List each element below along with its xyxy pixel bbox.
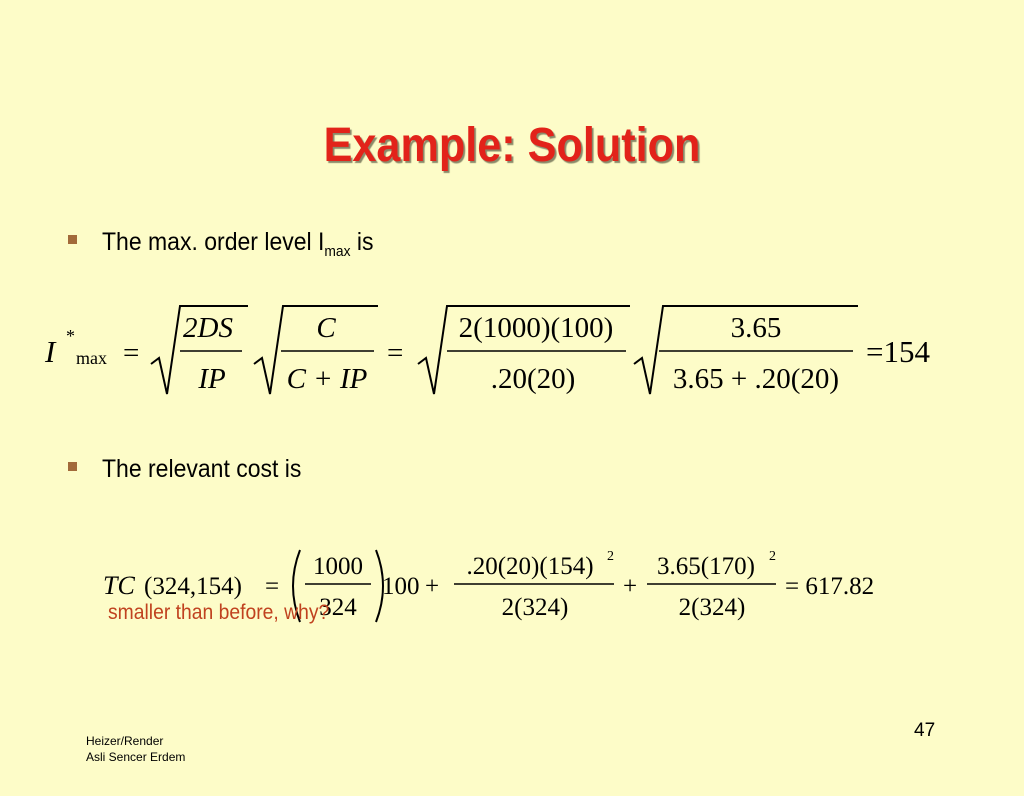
annotation-note: smaller than before, why?: [108, 601, 330, 624]
tc-result: = 617.82: [785, 573, 875, 600]
imax-superscript: *: [66, 326, 75, 346]
bullet-relevant-cost: [68, 455, 319, 484]
imax-symbol: I: [45, 334, 56, 369]
bullet-square-icon: [68, 235, 77, 244]
imax-equation: [0, 290, 1024, 410]
num-frac1-denominator: .20(20): [490, 363, 576, 395]
num-frac2-denominator: 3.65 + .20(20): [672, 363, 840, 395]
bullet-subscript: max: [324, 243, 351, 260]
page-number: 47: [914, 720, 936, 741]
paren-numerator: 1000: [313, 553, 363, 580]
imax-subscript: max: [76, 348, 107, 368]
equals-sign-1: =: [123, 337, 140, 369]
imax-result: =154: [866, 334, 930, 369]
num-frac1-numerator: 2(1000)(100): [458, 312, 614, 344]
bullet-text: The relevant cost is: [102, 455, 302, 483]
tc-multiplier: 100: [382, 573, 420, 600]
term2-denominator: 2(324): [501, 594, 569, 621]
frac2-denominator: C + IP: [286, 363, 368, 395]
plus-sign-1: +: [425, 573, 440, 600]
tc-symbol: TC: [103, 571, 135, 600]
tc-equals: =: [265, 573, 280, 600]
bullet-square-icon: [68, 462, 77, 471]
bullet-text-main: The max. order level I: [102, 228, 325, 256]
term3-exponent: 2: [769, 549, 776, 564]
term3-numerator: 3.65(170): [657, 553, 755, 580]
plus-sign-2: +: [623, 573, 638, 600]
bullet-text-tail: is: [350, 228, 374, 256]
tc-arguments: (324,154): [144, 573, 242, 600]
frac2-numerator: C: [316, 312, 336, 344]
footer: [86, 733, 185, 765]
bullet-text: [102, 228, 374, 260]
frac1-denominator: IP: [198, 363, 226, 395]
term3-denominator: 2(324): [678, 594, 746, 621]
num-frac2-numerator: 3.65: [730, 312, 782, 344]
footer-instructor: Asli Sencer Erdem: [86, 750, 186, 764]
term2-exponent: 2: [607, 549, 614, 564]
frac1-numerator: 2DS: [183, 312, 233, 344]
footer-author: Heizer/Render: [86, 734, 164, 748]
bullet-max-order-level: [68, 228, 397, 260]
equals-sign-2: =: [387, 337, 404, 369]
paren-denominator: 324: [319, 594, 357, 621]
slide-title: Example: Solution: [323, 119, 701, 172]
term2-numerator: .20(20)(154): [466, 553, 594, 580]
